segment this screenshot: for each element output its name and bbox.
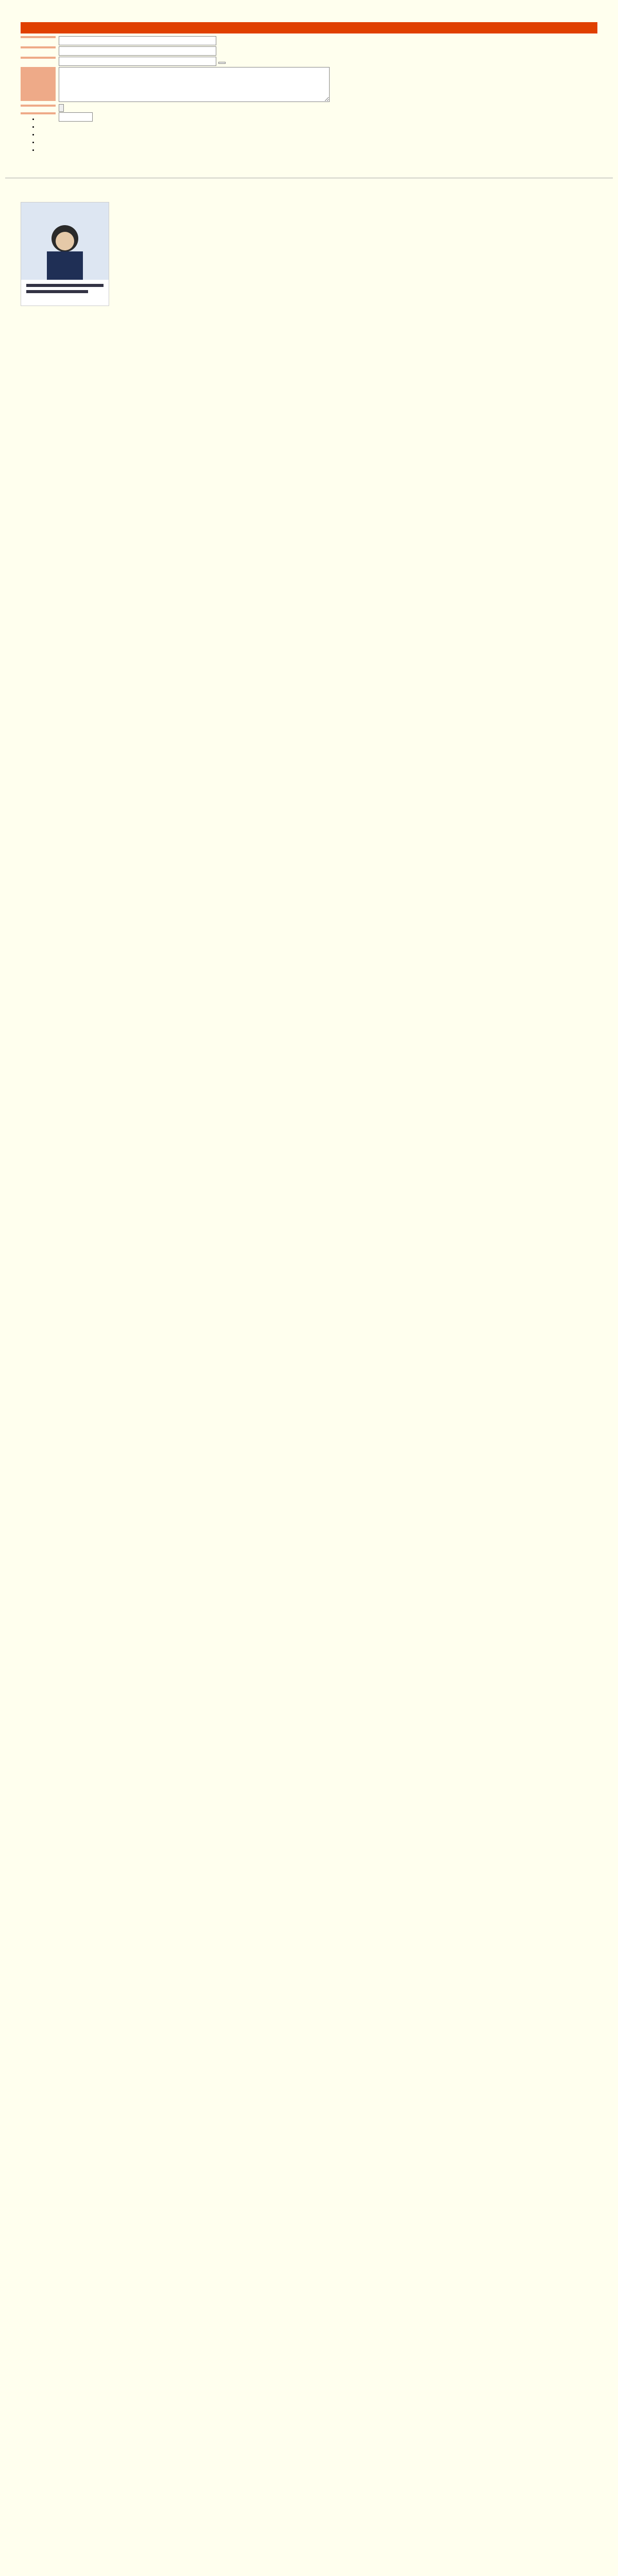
comment-label — [21, 67, 56, 101]
reply-form — [21, 35, 412, 123]
subject-label — [21, 57, 56, 59]
note-item — [39, 139, 443, 145]
reply-mode-bar — [21, 22, 597, 33]
email-row — [21, 46, 412, 56]
subject-row — [21, 57, 412, 66]
op-body — [118, 191, 603, 194]
board-notes — [31, 114, 443, 154]
submit-button[interactable] — [218, 62, 226, 64]
comment-textarea[interactable] — [59, 67, 330, 102]
note-item — [39, 115, 443, 122]
note-item — [39, 131, 443, 138]
note-item — [39, 123, 443, 130]
name-label — [21, 36, 56, 38]
name-input[interactable] — [59, 36, 216, 45]
name-row — [21, 36, 412, 45]
file-label — [21, 105, 56, 107]
choose-file-button[interactable] — [59, 104, 64, 112]
subject-input[interactable] — [59, 57, 216, 66]
note-item — [39, 146, 443, 153]
comment-row — [21, 67, 412, 104]
file-row — [21, 105, 412, 111]
op-image-icon — [21, 202, 109, 306]
op-thumbnail[interactable] — [21, 202, 109, 306]
email-label — [21, 46, 56, 48]
email-input[interactable] — [59, 46, 216, 56]
